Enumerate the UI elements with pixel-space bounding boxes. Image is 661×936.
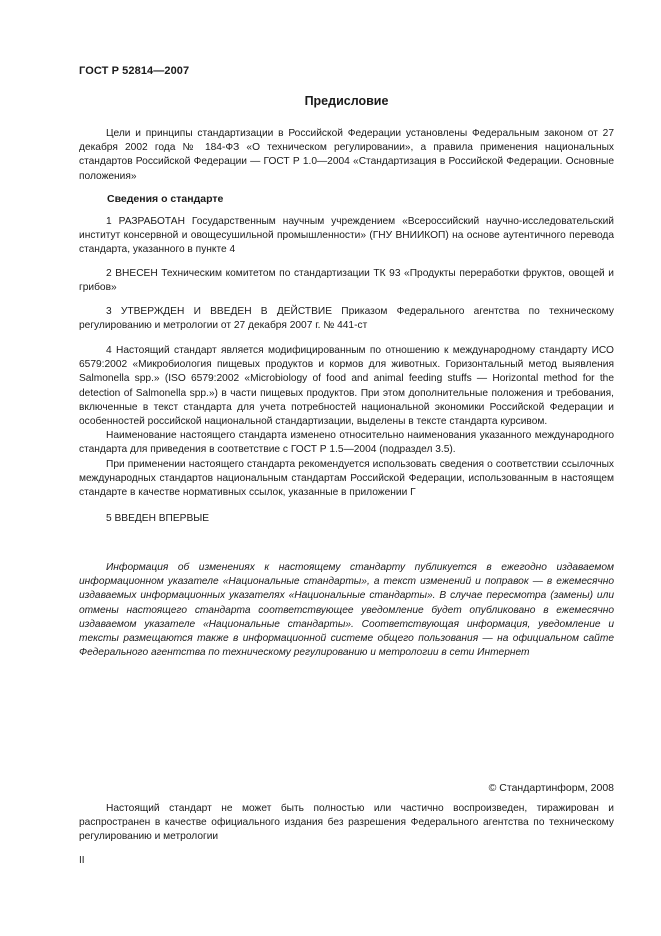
item-5 xyxy=(79,512,614,526)
item-2 xyxy=(79,267,614,295)
page-number: II xyxy=(79,855,85,866)
reproduction-notice xyxy=(79,802,614,845)
item-4-paragraph-2: Наименование настоящего стандарта изменено относительно наименования указанного международного стандарта для приведения в соответствие с ГОСТ Р 1.5—2004 (подраздел 3.5). xyxy=(79,430,614,456)
item-5-text: 5 ВВЕДЕН ВПЕРВЫЕ xyxy=(106,513,210,524)
reproduction-notice-text: Настоящий стандарт не может быть полностью или частично воспроизведен, тиражирован и распространен в качестве официального издания без разрешения Федерального агентства по техническому регулированию и метрологии xyxy=(79,803,614,843)
item-3-text: 3 УТВЕРЖДЕН И ВВЕДЕН В ДЕЙСТВИЕ Приказом Федерального агентства по техническому регулированию и метрологии от 27 декабря 2007 г. № 441-ст xyxy=(79,306,614,332)
change-notice-text: Информация об изменениях к настоящему стандарту публикуется в ежегодно издаваемом информационном указателе «Национальные стандарты», а текст изменений и поправок — в ежемесячно издаваемых информационных указателях «Национальные стандарты». В случае пересмотра (замены) или отмены настоящего стандарта соответствующее уведомление будет опубликовано в ежемесячно издаваемом указателе «Национальные стандарты». Соответствующая информация, уведомление и тексты размещаются также в информационной системе общего пользования — на официальном сайте Федерального агентства по техническому регулированию и метрологии в сети Интернет xyxy=(79,562,614,659)
item-4 xyxy=(79,344,614,500)
item-2-text: 2 ВНЕСЕН Техническим комитетом по стандартизации ТК 93 «Продукты переработки фруктов, овощей и грибов» xyxy=(79,268,614,294)
intro-text: Цели и принципы стандартизации в Российской Федерации установлены Федеральным законом от 27 декабря 2002 года № 184-ФЗ «О техническом регулировании», а правила применения национальных стандартов Российской Федерации — ГОСТ Р 1.0—2004 «Стандартизация в Российской Федерации. Основные положения» xyxy=(79,128,614,182)
item-1-text: 1 РАЗРАБОТАН Государственным научным учреждением «Всероссийский научно-исследовательский институт консервной и овощесушильной промышленности» (ГНУ ВНИИКОП) на основе аутентичного перевода стандарта, указанного в пункте 4 xyxy=(79,216,614,256)
item-4-paragraph-3: При применении настоящего стандарта рекомендуется использовать сведения о соответствии ссылочных международных стандартов национальным стандартам Российской Федерации, использованным в настоящем стандарте в качестве нормативных ссылок, указанные в приложении Г xyxy=(79,458,614,499)
copyright-line: © Стандартинформ, 2008 xyxy=(488,782,614,794)
page-title: Предисловие xyxy=(304,94,389,108)
intro-paragraph xyxy=(79,127,614,184)
standard-info-heading: Сведения о стандарте xyxy=(107,193,224,205)
document-header: ГОСТ Р 52814—2007 xyxy=(79,65,190,77)
item-4-paragraph-1: 4 Настоящий стандарт является модифицированным по отношению к международному стандарту ИСО 6579:2002 «Микробиология пищевых продуктов и кормов для животных. Горизонтальный метод выявления Salmonella spp.» (ISO 6579:2002 «Microbiology of food and animal feeding stuffs — Horizontal method for the detection of Salmonella spp.») в части пищевых продуктов. При этом дополнительные положения и требования, включенные в текст стандарта для учета потребностей национальной экономики Российской Федерации и особенностей российской национальной стандартизации, выделены в тексте стандарта курсивом. xyxy=(79,345,614,428)
change-notice xyxy=(79,561,614,660)
item-3 xyxy=(79,305,614,333)
item-1 xyxy=(79,215,614,258)
